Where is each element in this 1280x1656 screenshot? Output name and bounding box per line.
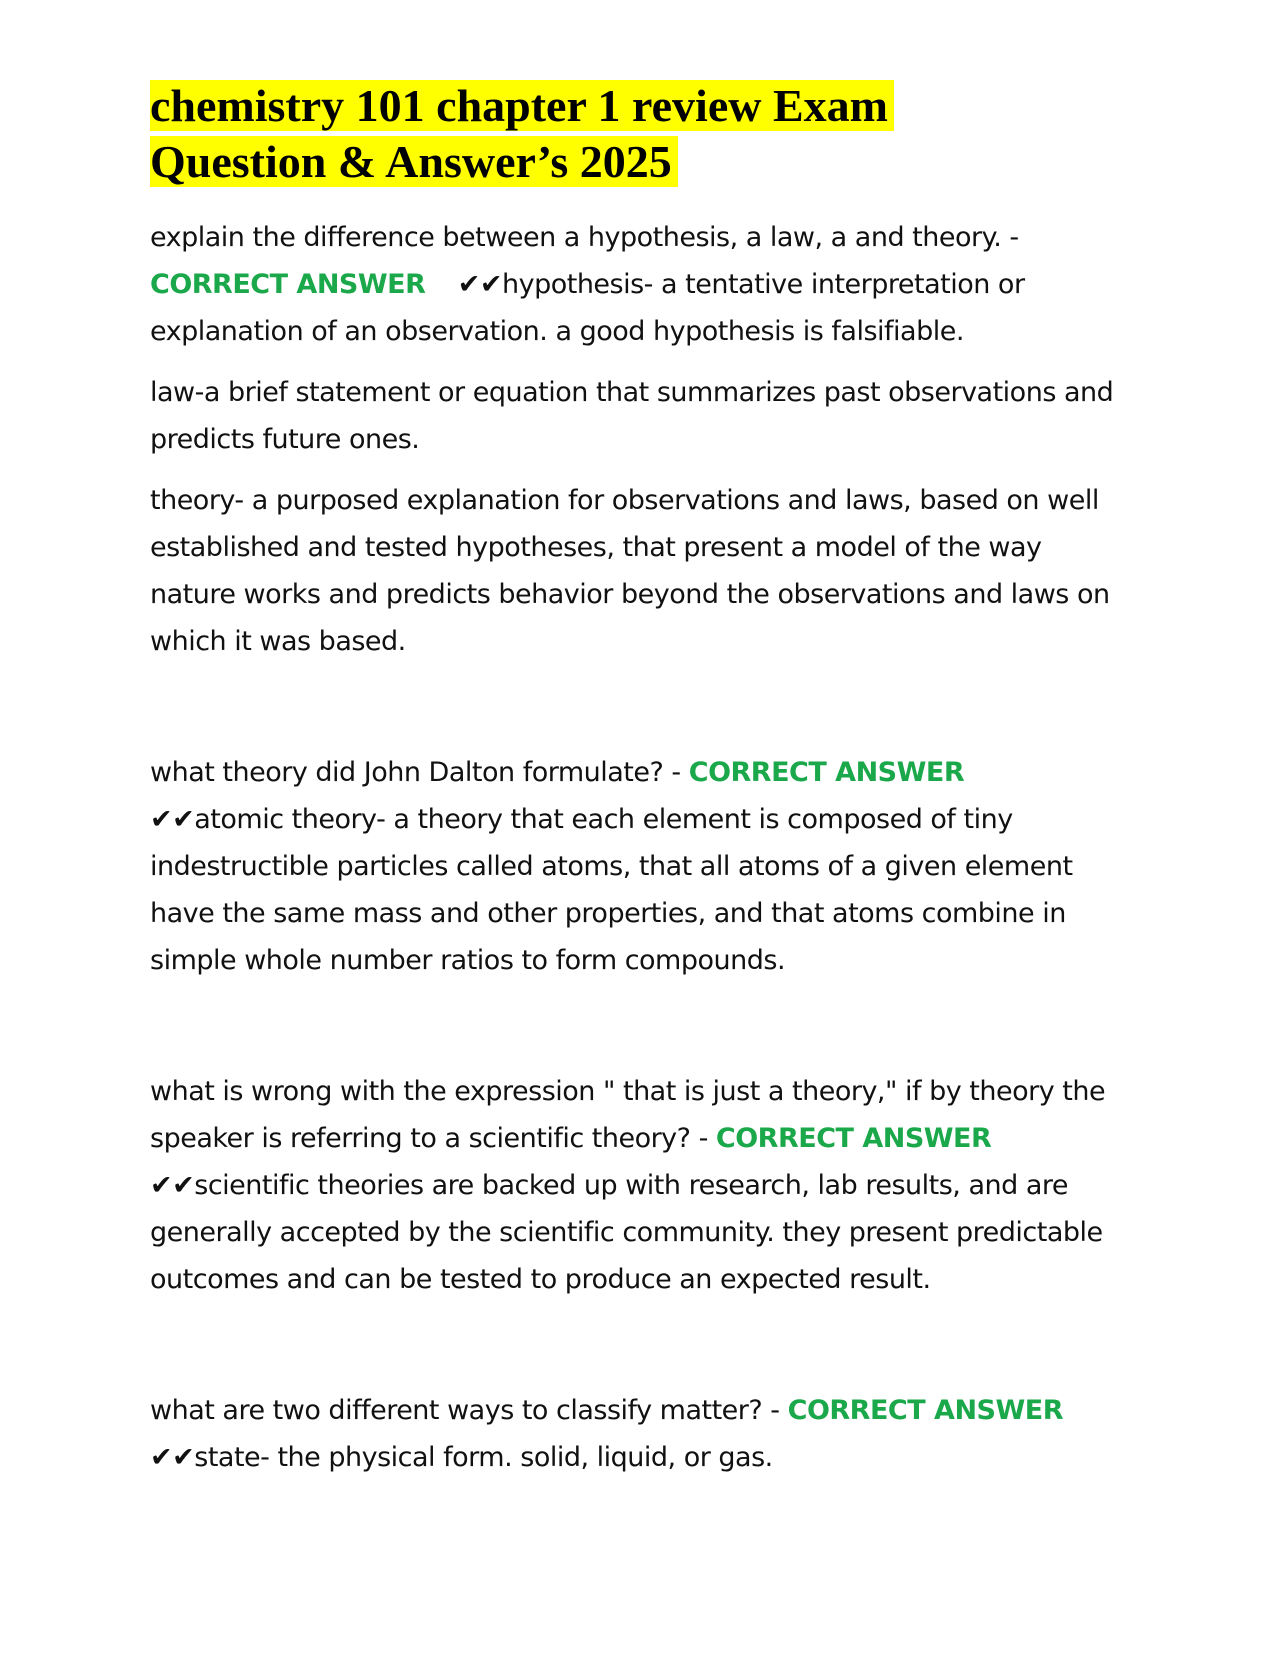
document-title (150, 78, 1130, 190)
question-text: what theory did John Dalton formulate? - (150, 757, 689, 788)
answer-paragraph: law-a brief statement or equation that summarizes past observations and predicts future ones. (150, 377, 1114, 455)
question-text: what is wrong with the expression " that is just a theory," if by theory the speaker is referring to a scientific theory? - (150, 1076, 1106, 1154)
title-line-1: chemistry 101 chapter 1 review Exam (150, 80, 888, 131)
answer-paragraph: theory- a purposed explanation for observations and laws, based on well established and tested hypotheses, that present a model of the way nature works and predicts behavior beyond the observations and laws on which it was based. (150, 485, 1110, 657)
correct-answer-label: CORRECT ANSWER (715, 1123, 992, 1154)
spacer (150, 998, 1130, 1068)
check-icon: ✔✔ (150, 804, 195, 835)
question-text: explain the difference between a hypothesis, a law, a and theory. - (150, 222, 1019, 253)
correct-answer-label: CORRECT ANSWER (787, 1395, 1064, 1426)
title-line-2: Question & Answer’s 2025 (150, 136, 672, 187)
check-icon: ✔✔ (150, 1442, 195, 1473)
answer-text: state- the physical form. solid, liquid, or gas. (194, 1442, 773, 1473)
qa-item-2 (150, 749, 1130, 984)
answer-spacer (425, 269, 457, 300)
qa-item-3 (150, 1068, 1130, 1303)
qa-paragraph (150, 1387, 1130, 1481)
correct-answer-label: CORRECT ANSWER (150, 269, 426, 300)
question-text: what are two different ways to classify matter? - (150, 1395, 788, 1426)
qa-item-4 (150, 1387, 1130, 1481)
answer-text: hypothesis- a tentative interpretation or explanation of an observation. a good hypothesis is falsifiable. (150, 269, 1025, 347)
correct-answer-label: CORRECT ANSWER (688, 757, 965, 788)
check-icon: ✔✔ (150, 1170, 195, 1201)
check-icon: ✔✔ (457, 269, 502, 300)
spacer (150, 1317, 1130, 1387)
qa-item-1 (150, 214, 1130, 665)
title-highlight (150, 80, 894, 187)
answer-text: atomic theory- a theory that each element is composed of tiny indestructible particles called atoms, that all atoms of a given element have the same mass and other properties, and that atoms combine in simple whole number ratios to form compounds. (150, 804, 1073, 976)
spacer (150, 679, 1130, 749)
document-page (150, 78, 1130, 1495)
qa-paragraph (150, 749, 1130, 984)
answer-text: scientific theories are backed up with research, lab results, and are generally accepted by the scientific community. they present predictable outcomes and can be tested to produce an expected result. (150, 1170, 1103, 1295)
qa-paragraph (150, 1068, 1130, 1303)
qa-paragraph (150, 214, 1130, 355)
